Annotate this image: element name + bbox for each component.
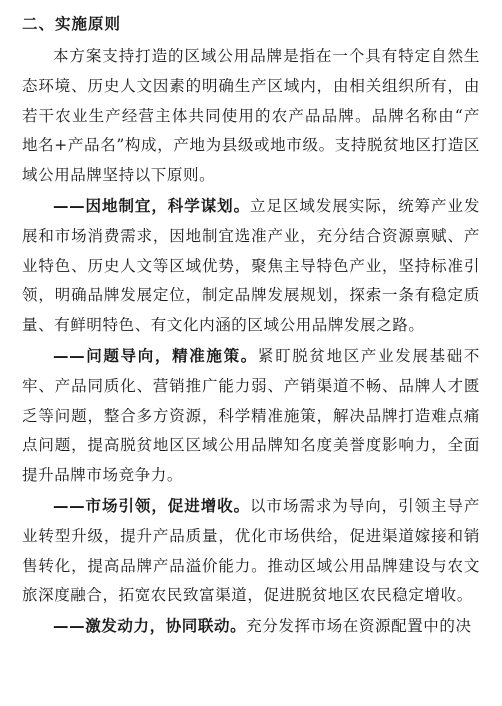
paragraph-text: 立足区域发展实际，统筹产业发展和市场消费需求，因地制宜选准产业，充分结合资源禀赋、产业特色、历史人文等区域优势，聚焦主导特色产业，坚持标准引领，明确品牌发展定位，制定品牌发展规划，探索一条有稳定质量、有鲜明特色、有文化内涵的区域公用品牌发展之路。 <box>22 196 480 335</box>
paragraph-text: 以市场需求为导向，引领主导产业转型升级，提升产品质量，优化市场供给，促进渠道嫁接和销售转化，提高品牌产品溢价能力。推动区域公用品牌建设与农文旅深度融合，拓宽农民致富渠道，促进脱贫地区农民稳定增收。 <box>22 496 480 605</box>
paragraph-text: 紧盯脱贫地区产业发展基础不牢、产品同质化、营销推广能力弱、产销渠道不畅、品牌人才匮乏等问题，整合多方资源，科学精准施策，解决品牌打造难点痛点问题，提高脱贫地区区域公用品牌知名度美誉度影响力，全面提升品牌市场竞争力。 <box>22 346 480 485</box>
principle-title: ——因地制宜，科学谋划。 <box>53 196 251 215</box>
paragraph-principle-1 <box>22 192 480 341</box>
paragraph-intro <box>22 42 480 191</box>
paragraph-principle-4 <box>22 612 480 642</box>
paragraph-principle-2 <box>22 342 480 491</box>
principle-title: ——激发动力，协同联动。 <box>53 617 247 636</box>
section-heading: 二、实施原则 <box>22 15 122 33</box>
principle-title: ——问题导向，精准施策。 <box>53 346 258 365</box>
paragraph-text: 本方案支持打造的区域公用品牌是指在一个具有特定自然生态环境、历史人文因素的明确生产区域内，由相关组织所有，由若干农业生产经营主体共同使用的农产品品牌。品牌名称由“产地名+产品名”构成，产地为县级或地市级。支持脱贫地区打造区域公用品牌坚持以下原则。 <box>22 47 480 185</box>
principle-title: ——市场引领，促进增收。 <box>53 496 251 515</box>
paragraph-principle-3 <box>22 492 480 611</box>
paragraph-text: 充分发挥市场在资源配置中的决 <box>246 617 472 636</box>
